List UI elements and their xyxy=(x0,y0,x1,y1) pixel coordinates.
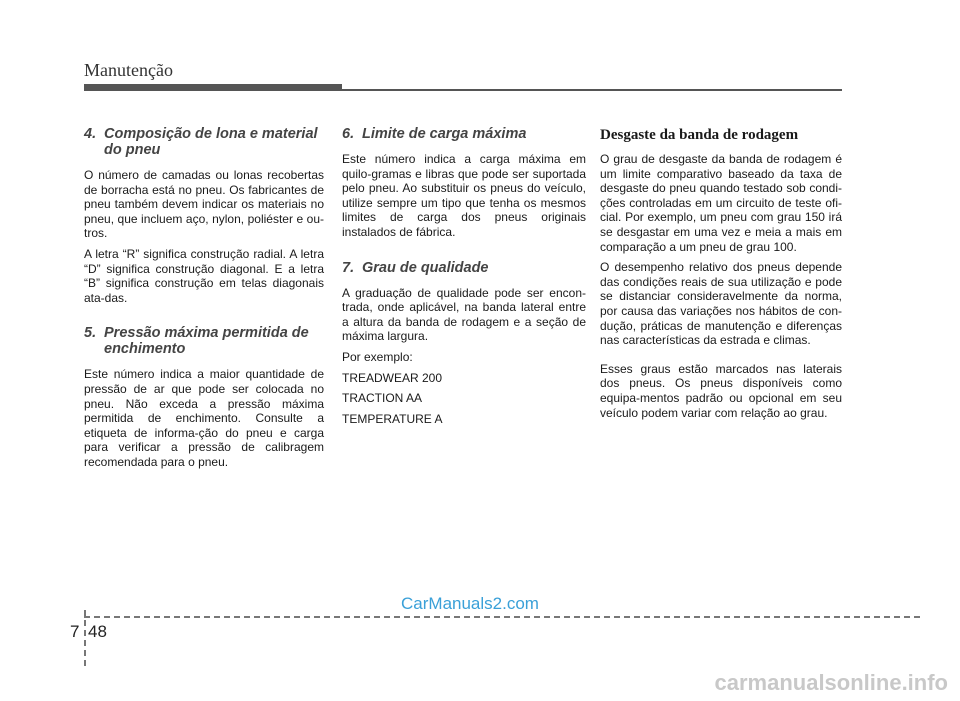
paragraph: Por exemplo: xyxy=(342,349,413,364)
page-chapter: 7 xyxy=(70,622,80,641)
watermark-bottom: carmanualsonline.info xyxy=(714,670,948,695)
footer-vertical-divider xyxy=(84,610,86,666)
footer-divider xyxy=(84,616,920,618)
section-title: Pressão máxima permitida de enchimento xyxy=(104,325,309,358)
section-title: Composição de lona e material do pneu xyxy=(104,126,318,158)
section-title: Desgaste da banda de rodagem xyxy=(600,127,799,143)
grade-example-line: TREADWEAR 200 xyxy=(342,370,443,385)
section-number: 7. xyxy=(342,259,355,276)
page-header-title: Manutenção xyxy=(84,60,173,80)
paragraph: O número de camadas ou lonas recobertas de borracha está no pneu. Os fabricantes de pneu também devem indicar os materiais no pneu, que incluem aço, nylon, poliéster e ou-tros. xyxy=(84,168,324,241)
column-3 xyxy=(600,126,842,426)
paragraph: O desempenho relativo dos pneus depende das condições reais de sua utilização e pode se distanciar consideravelmente da norma, por causa das variações nos hábitos de con-dução, práticas de manutenção e diferenças nas características da estrada e climas. xyxy=(600,260,842,348)
watermark: CarManuals2.com xyxy=(401,594,539,613)
paragraph: Este número indica a carga máxima em quilo-gramas e libras que pode ser suportada pelo pneu. Ao substituir os pneus do veículo, utilize sempre um tipo que tenha os mesmos limites de carga dos pneus originais instalados de fábrica. xyxy=(342,152,586,239)
section-6-heading xyxy=(342,126,586,142)
section-number: 4. xyxy=(84,126,97,142)
page-number: 48 xyxy=(88,622,107,641)
section-4-heading xyxy=(84,126,324,158)
section-number: 6. xyxy=(342,126,355,142)
section-number: 5. xyxy=(84,325,97,342)
grade-example-line: TEMPERATURE A xyxy=(342,411,443,426)
header-bar-thin xyxy=(342,89,842,91)
paragraph: A letra “R” significa construção radial. A letra “D” significa construção diagonal. E a letra “B” significa construção em telas diagonais ata-das. xyxy=(84,246,324,305)
grade-example-line: TRACTION AA xyxy=(342,391,423,406)
header-bar-thick xyxy=(84,84,342,91)
paragraph: A graduação de qualidade pode ser encon-trada, onde aplicável, na banda lateral entre a altura da banda de rodagem e a seção de máxima largura. xyxy=(342,285,586,344)
section-title: Grau de qualidade xyxy=(362,259,489,276)
column-1 xyxy=(84,126,324,476)
column-2 xyxy=(342,126,586,432)
paragraph: O grau de desgaste da banda de rodagem é um limite comparativo baseado da taxa de desgaste do pneu quando testado sob condi-ções controladas em um circuito de teste ofi-cial. Por exemplo, um pneu com grau 150 irá se desgastar em uma vez e meia a mais em comparação a um pneu de grau 100. xyxy=(600,152,842,254)
paragraph: Este número indica a maior quantidade de pressão de ar que pode ser colocada no pneu. Não exceda a pressão máxima permitida de enchimento. Consulte a etiqueta de informa-ção do pneu e carga para verificar a pressão de calibragem recomendada para o pneu. xyxy=(84,367,324,469)
section-title: Limite de carga máxima xyxy=(362,126,527,142)
section-7-heading xyxy=(342,260,586,276)
paragraph: Esses graus estão marcados nas laterais dos pneus. Os pneus disponíveis como equipa-mentos padrão ou opcional em seu veículo podem variar com relação ao grau. xyxy=(600,361,842,420)
section-5-heading xyxy=(84,325,324,357)
